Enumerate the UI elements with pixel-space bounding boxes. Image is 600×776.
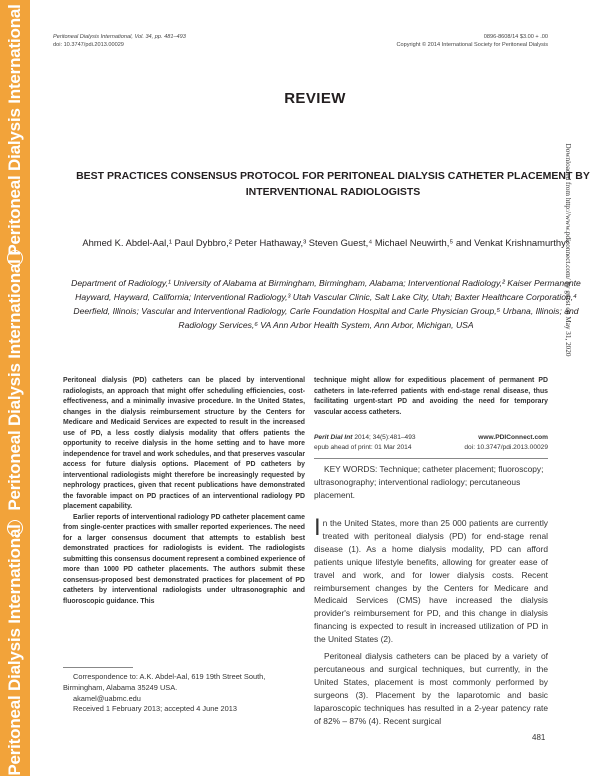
body-paragraph: Peritoneal dialysis catheters can be placed by a variety of percutaneous and surgical techniques, but currently, in the United States, placement is most commonly performed by surgeons (3). Placement by the laparotomic and basic laparoscopic techniques has resulted in a 2-year patency rate of 82% – 87% (4). Recent surgical bbox=[314, 651, 548, 726]
body-paragraph-text: n the United States, more than 25 000 patients are currently treated with peritoneal dialysis (PD) for end-stage renal disease (1). As a home dialysis modality, PD can afford patients unique lifestyle benefits, allowing for greater ease of travel and work, and for lower dialysis costs. Recent reimbursement changes by the Centers for Medicare and Medicaid Services (CMS) have increased the dialysis provider's reimbursement for PD, and this change in dialysis financing is expected to result in increased utilization of PD in the United States (2). bbox=[314, 518, 548, 645]
abstract-paragraph: Earlier reports of interventional radiology PD catheter placement came from single-center practices with smaller reported experiences. The need for a larger consensus document that attempts to establish best demonstrated practices for radiologists is evident. The radiologists submitting this consensus document represent a combined experience of more than 1000 PD catheter placements. The authors submit these consensus-proposed best demonstrated practices for placement of PD catheters by interventional radiologists under ultrasonographic and fluoroscopic guidance. This bbox=[63, 513, 305, 605]
article-title: BEST PRACTICES CONSENSUS PROTOCOL FOR PERITONEAL DIALYSIS CATHETER PLACEMENT BY INTERVENTIONAL RADIOLOGISTS bbox=[76, 170, 590, 198]
citation-doi[interactable]: doi: 10.3747/pdi.2013.00029 bbox=[464, 444, 548, 451]
download-note-text: Downloaded from http://www.pdiconnect.com/ by guest on May 31, 2020 bbox=[564, 143, 572, 357]
correspondence-email[interactable]: akamel@uabmc.edu bbox=[73, 693, 141, 703]
abstract-paragraph: Peritoneal dialysis (PD) catheters can be placed by interventional radiologists, an approach that might offer scheduling efficiencies, cost-effectiveness, and a minimally invasive procedure. In the United States, changes in the dialysis reimbursement structure by the Centers for Medicare and Medicaid Services are expected to result in the increased use of PD, a less costly dialysis modality that offers patients the opportunity to receive dialysis in the home setting and to have more independence for travel and work schedules, and that preserves vascular access for future dialysis options. Placement of PD catheters by interventional radiologists might therefore be increasingly requested by nephrology practices, given that recent publications have demonstrated the favorable impact on PD practices of an interventional radiology PD placement capability. bbox=[63, 377, 305, 510]
citation-journal: Perit Dial Int bbox=[314, 434, 353, 441]
header-left bbox=[53, 33, 186, 49]
keywords-text: KEY WORDS: Technique; catheter placement; fluoroscopy; ultrasonography; interventional radiology; percutaneous placement. bbox=[314, 464, 544, 500]
drop-cap: I bbox=[314, 514, 321, 541]
abstract-left bbox=[63, 376, 305, 607]
citation-site[interactable]: www.PDIConnect.com bbox=[478, 434, 548, 441]
correspondence-address: Correspondence to: A.K. Abdel-Aal, 619 19th Street South, Birmingham, Alabama 35249 USA. bbox=[63, 672, 266, 692]
keywords-divider bbox=[314, 458, 548, 459]
author-list: Ahmed K. Abdel-Aal,¹ Paul Dybbro,² Peter Hathaway,³ Steven Guest,⁴ Michael Neuwirth,⁵ and Venkat Krishnamurthy⁶ bbox=[82, 237, 570, 248]
body-paragraph bbox=[314, 514, 548, 646]
body-text bbox=[314, 514, 548, 728]
issn-line: 0896-8608/14 $3.00 + .00 bbox=[483, 34, 548, 40]
keywords bbox=[314, 463, 548, 502]
journal-citation-line: Peritoneal Dialysis International, Vol. 34, pp. 481–493 bbox=[53, 34, 186, 40]
header-right bbox=[396, 33, 548, 49]
footnote-divider bbox=[63, 667, 133, 668]
citation-epub: epub ahead of print: 01 Mar 2014 bbox=[314, 444, 412, 451]
doi-line: doi: 10.3747/pdi.2013.00029 bbox=[53, 42, 124, 48]
affiliations: Department of Radiology,¹ University of Alabama at Birmingham, Birmingham, Alabama; Interventional Radiology,² Kaiser Permanente Hayward, Hayward, California; Interventional Radiology,³ Utah Vascular Clinic, Salt Lake City, Utah; Baxter Healthcare Corporation,⁴ Deerfield, Illinois; Vascular and Interventional Radiology, Carle Foundation Hospital and Carle Physician Group,⁵ Urbana, Illinois; and Radiology Services,⁶ VA Ann Arbor Health System, Ann Arbor, Michigan, USA bbox=[71, 278, 581, 330]
correspondence bbox=[63, 672, 305, 715]
abstract-continuation: technique might allow for expeditious placement of permanent PD catheters in late-referred patients with end-stage renal disease, thus facilitating urgent-start PD and avoiding the need for temporary vascular access catheters. bbox=[314, 377, 548, 416]
citation-ref: 2014; 34(5):481–493 bbox=[352, 434, 416, 441]
page-number: 481 bbox=[532, 733, 546, 742]
copyright-line: Copyright © 2014 International Society for Peritoneal Dialysis bbox=[396, 42, 548, 48]
journal-spine: Peritoneal Dialysis International Peritoneal Dialysis International Peritoneal Dialysis International bbox=[0, 0, 30, 776]
section-title: REVIEW bbox=[284, 90, 346, 107]
received-dates: Received 1 February 2013; accepted 4 June 2013 bbox=[73, 704, 237, 714]
citation-block bbox=[314, 433, 548, 453]
